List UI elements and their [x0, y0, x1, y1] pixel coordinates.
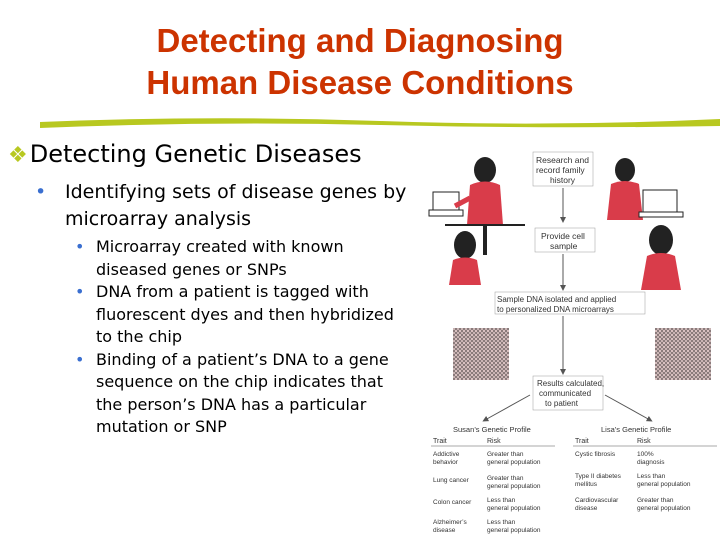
microarray-chip-right [655, 328, 711, 380]
bullet-text: Binding of a patient’s DNA to a gene sequence on the chip indicates that the person’s DNA has a particular mutation or SNP [96, 349, 389, 436]
slide-title [0, 20, 720, 104]
svg-text:Research and: Research and [536, 155, 589, 165]
researcher-illustration [429, 157, 525, 255]
title-line-1: Detecting and Diagnosing [156, 22, 564, 59]
level1-item [8, 140, 362, 168]
svg-text:Alzheimer’s: Alzheimer’s [433, 519, 467, 526]
svg-text:to patient: to patient [545, 399, 578, 408]
svg-text:communicated: communicated [539, 389, 592, 398]
svg-text:Sample DNA isolated and applie: Sample DNA isolated and applied [497, 295, 617, 304]
svg-text:Greater than: Greater than [487, 475, 524, 482]
svg-text:Trait: Trait [433, 438, 447, 445]
saliva-person-right [641, 225, 681, 290]
svg-text:general population: general population [637, 505, 691, 512]
svg-text:Less than: Less than [487, 519, 516, 526]
svg-text:general population: general population [487, 505, 541, 512]
svg-text:record family: record family [536, 165, 585, 175]
svg-text:Colon cancer: Colon cancer [433, 499, 472, 506]
diamond-bullet-icon: ❖ [8, 143, 28, 168]
svg-text:general population: general population [487, 459, 541, 466]
svg-text:Results calculated,: Results calculated, [537, 379, 605, 388]
bullet-icon: • [75, 237, 85, 256]
diagnosis-figure [425, 140, 720, 535]
svg-text:Cystic fibrosis: Cystic fibrosis [575, 451, 616, 458]
svg-text:100%: 100% [637, 451, 654, 458]
svg-text:history: history [550, 175, 576, 185]
box-research [533, 152, 593, 186]
svg-text:Addictive: Addictive [433, 451, 460, 458]
bullet-icon: • [35, 181, 47, 203]
svg-text:Type II diabetes: Type II diabetes [575, 473, 621, 480]
bullet-text: Microarray created with known diseased genes or SNPs [96, 237, 344, 279]
title-underline [40, 110, 720, 134]
svg-text:mellitus: mellitus [575, 481, 598, 488]
title-line-2: Human Disease Conditions [146, 64, 574, 101]
svg-text:Greater than: Greater than [487, 451, 524, 458]
bullet-icon: • [75, 349, 85, 369]
svg-text:general population: general population [487, 527, 541, 534]
level3-list [75, 236, 395, 439]
svg-text:disease: disease [433, 527, 456, 534]
saliva-person-left [449, 231, 481, 285]
svg-text:Trait: Trait [575, 438, 589, 445]
box-sample-dna [495, 292, 645, 314]
svg-text:Lung cancer: Lung cancer [433, 477, 469, 484]
level2-item [35, 179, 425, 233]
level3-item [75, 236, 395, 281]
svg-text:diagnosis: diagnosis [637, 459, 665, 466]
svg-text:Less than: Less than [487, 497, 516, 504]
svg-text:Risk: Risk [637, 438, 651, 445]
profile-table-left [431, 425, 555, 534]
svg-text:Greater than: Greater than [637, 497, 674, 504]
bullet-text: DNA from a patient is tagged with fluorescent dyes and then hybridized to the chip [96, 282, 394, 346]
microarray-chip-left [453, 328, 509, 380]
level3-item [75, 349, 395, 439]
heading-text: Detecting Genetic Diseases [29, 140, 362, 168]
svg-text:general population: general population [637, 481, 691, 488]
sub-bullet-text: Identifying sets of disease genes by microarray analysis [65, 181, 407, 230]
svg-text:Risk: Risk [487, 438, 501, 445]
svg-text:behavior: behavior [433, 459, 458, 466]
svg-text:Cardiovascular: Cardiovascular [575, 497, 619, 504]
box-cell-sample [535, 228, 595, 252]
svg-text:Lisa’s Genetic Profile: Lisa’s Genetic Profile [601, 425, 672, 434]
level3-item [75, 281, 395, 349]
profile-table-right [573, 425, 717, 512]
svg-text:to personalized DNA microarray: to personalized DNA microarrays [497, 305, 614, 314]
svg-text:Less than: Less than [637, 473, 666, 480]
svg-text:Susan’s Genetic Profile: Susan’s Genetic Profile [453, 425, 531, 434]
svg-text:disease: disease [575, 505, 598, 512]
svg-text:Provide cell: Provide cell [541, 231, 585, 241]
svg-text:general population: general population [487, 483, 541, 490]
svg-text:sample: sample [550, 241, 578, 251]
bullet-icon: • [75, 282, 85, 301]
record-keeper-illustration [607, 158, 683, 220]
box-results [533, 376, 604, 410]
